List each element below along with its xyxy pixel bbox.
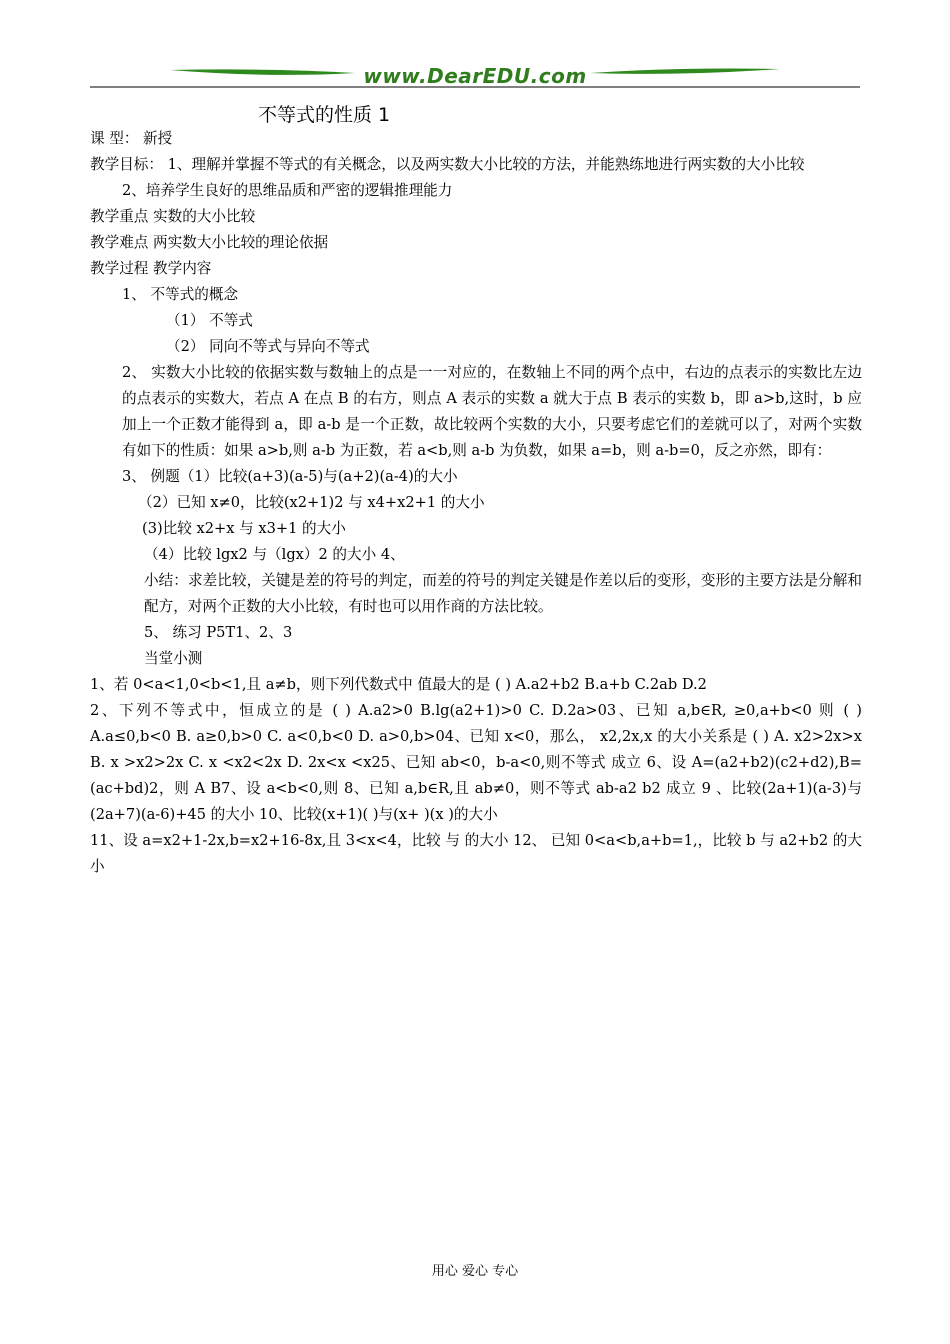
quiz-heading: 当堂小测 xyxy=(144,650,203,667)
section-3-example-1: 3、 例题（1）比较(a+3)(a-5)与(a+2)(a-4)的大小 xyxy=(122,468,458,485)
section-1-item-1: （1） 不等式 xyxy=(166,312,253,329)
section-1-heading: 1、 不等式的概念 xyxy=(122,286,239,303)
key-point-line: 教学重点 实数的大小比较 xyxy=(90,208,256,225)
section-5-practice: 5、 练习 P5T1、2、3 xyxy=(144,624,293,641)
section-2-paragraph: 2、 实数大小比较的依据实数与数轴上的点是一一对应的，在数轴上不同的两个点中，右边的点表示的实数比左边的点表示的实数大，若点 A 在点 B 的右方，则点 A 表示的实数 a 就大于点 B 表示的实数 b，即 a>b,这时，b 应加上一个正数才能得到 a，即 a-b 是一个正数，故比较两个实数的大小，只要考虑它们的差就可以了，对两个实数有如下的性质：如果 a>b,则 a-b 为正数，若 a<b,则 a-b 为负数，如果 a=b，则 a-b=0，反之亦然，即有： xyxy=(122,364,862,459)
difficulty-line: 教学难点 两实数大小比较的理论依据 xyxy=(90,234,329,251)
teaching-goal-line: 教学目标： 1、理解并掌握不等式的有关概念，以及两实数大小比较的方法，并能熟练地进行两实数的大小比较 xyxy=(90,156,805,173)
section-1-item-2: （2） 同向不等式与异向不等式 xyxy=(166,338,370,355)
teaching-goal-2: 2、培养学生良好的思维品质和严密的逻辑推理能力 xyxy=(122,182,453,199)
quiz-questions-11-12: 11、设 a=x2+1-2x,b=x2+16-8x,且 3<x<4，比较 与 的大小 12、 已知 0<a<b,a+b=1,，比较 b 与 a2+b2 的大小 xyxy=(90,832,862,875)
section-3-example-2: （2）已知 x≠0，比较(x2+1)2 与 x4+x2+1 的大小 xyxy=(138,494,485,511)
site-logo[interactable]: www.DearEDU.com xyxy=(363,64,587,88)
course-type-line: 课 型： 新授 xyxy=(90,130,173,147)
page-footer: 用心 爱心 专心 xyxy=(431,1264,519,1279)
quiz-question-1: 1、若 0<a<1,0<b<1,且 a≠b，则下列代数式中 值最大的是 ( ) A.a2+b2 B.a+b C.2ab D.2 xyxy=(90,676,707,693)
document-body xyxy=(90,126,862,880)
process-line: 教学过程 教学内容 xyxy=(90,260,212,277)
page-title: 不等式的性质 1 xyxy=(258,104,391,126)
page-header xyxy=(90,60,860,90)
section-3-example-3: (3)比较 x2+x 与 x3+1 的大小 xyxy=(142,520,346,537)
quiz-questions-2-10: 2、下列不等式中，恒成立的是 ( ) A.a2>0 B.lg(a2+1)>0 C. D.2a>03、已知 a,b∈R, ≥0,a+b<0 则 ( ) A.a≤0,b<0 B. a≥0,b>0 C. a<0,b<0 D. a>0,b>04、已知 x<0，那么， x2,2x,x 的大小关系是 ( ) A. x2>2x>x B. x >x2>2x C. x <x2<2x D. 2x<x <x25、已知 ab<0，b-a<0,则不等式 成立 6、设 A=(a2+b2)(c2+d2),B=(ac+bd)2，则 A B7、设 a<b<0,则 8、已知 a,b∈R,且 ab≠0，则不等式 ab-a2 b2 成立 9 、比较(2a+1)(a-3)与(2a+7)(a-6)+45 的大小 10、比较(x+1)( )与(x+ )(x )的大小 xyxy=(90,702,862,823)
section-3-example-4: （4）比较 lgx2 与（lgx）2 的大小 4、 xyxy=(144,546,405,563)
summary-paragraph: 小结：求差比较，关键是差的符号的判定，而差的符号的判定关键是作差以后的变形，变形的主要方法是分解和配方，对两个正数的大小比较，有时也可以用作商的方法比较。 xyxy=(144,572,862,615)
